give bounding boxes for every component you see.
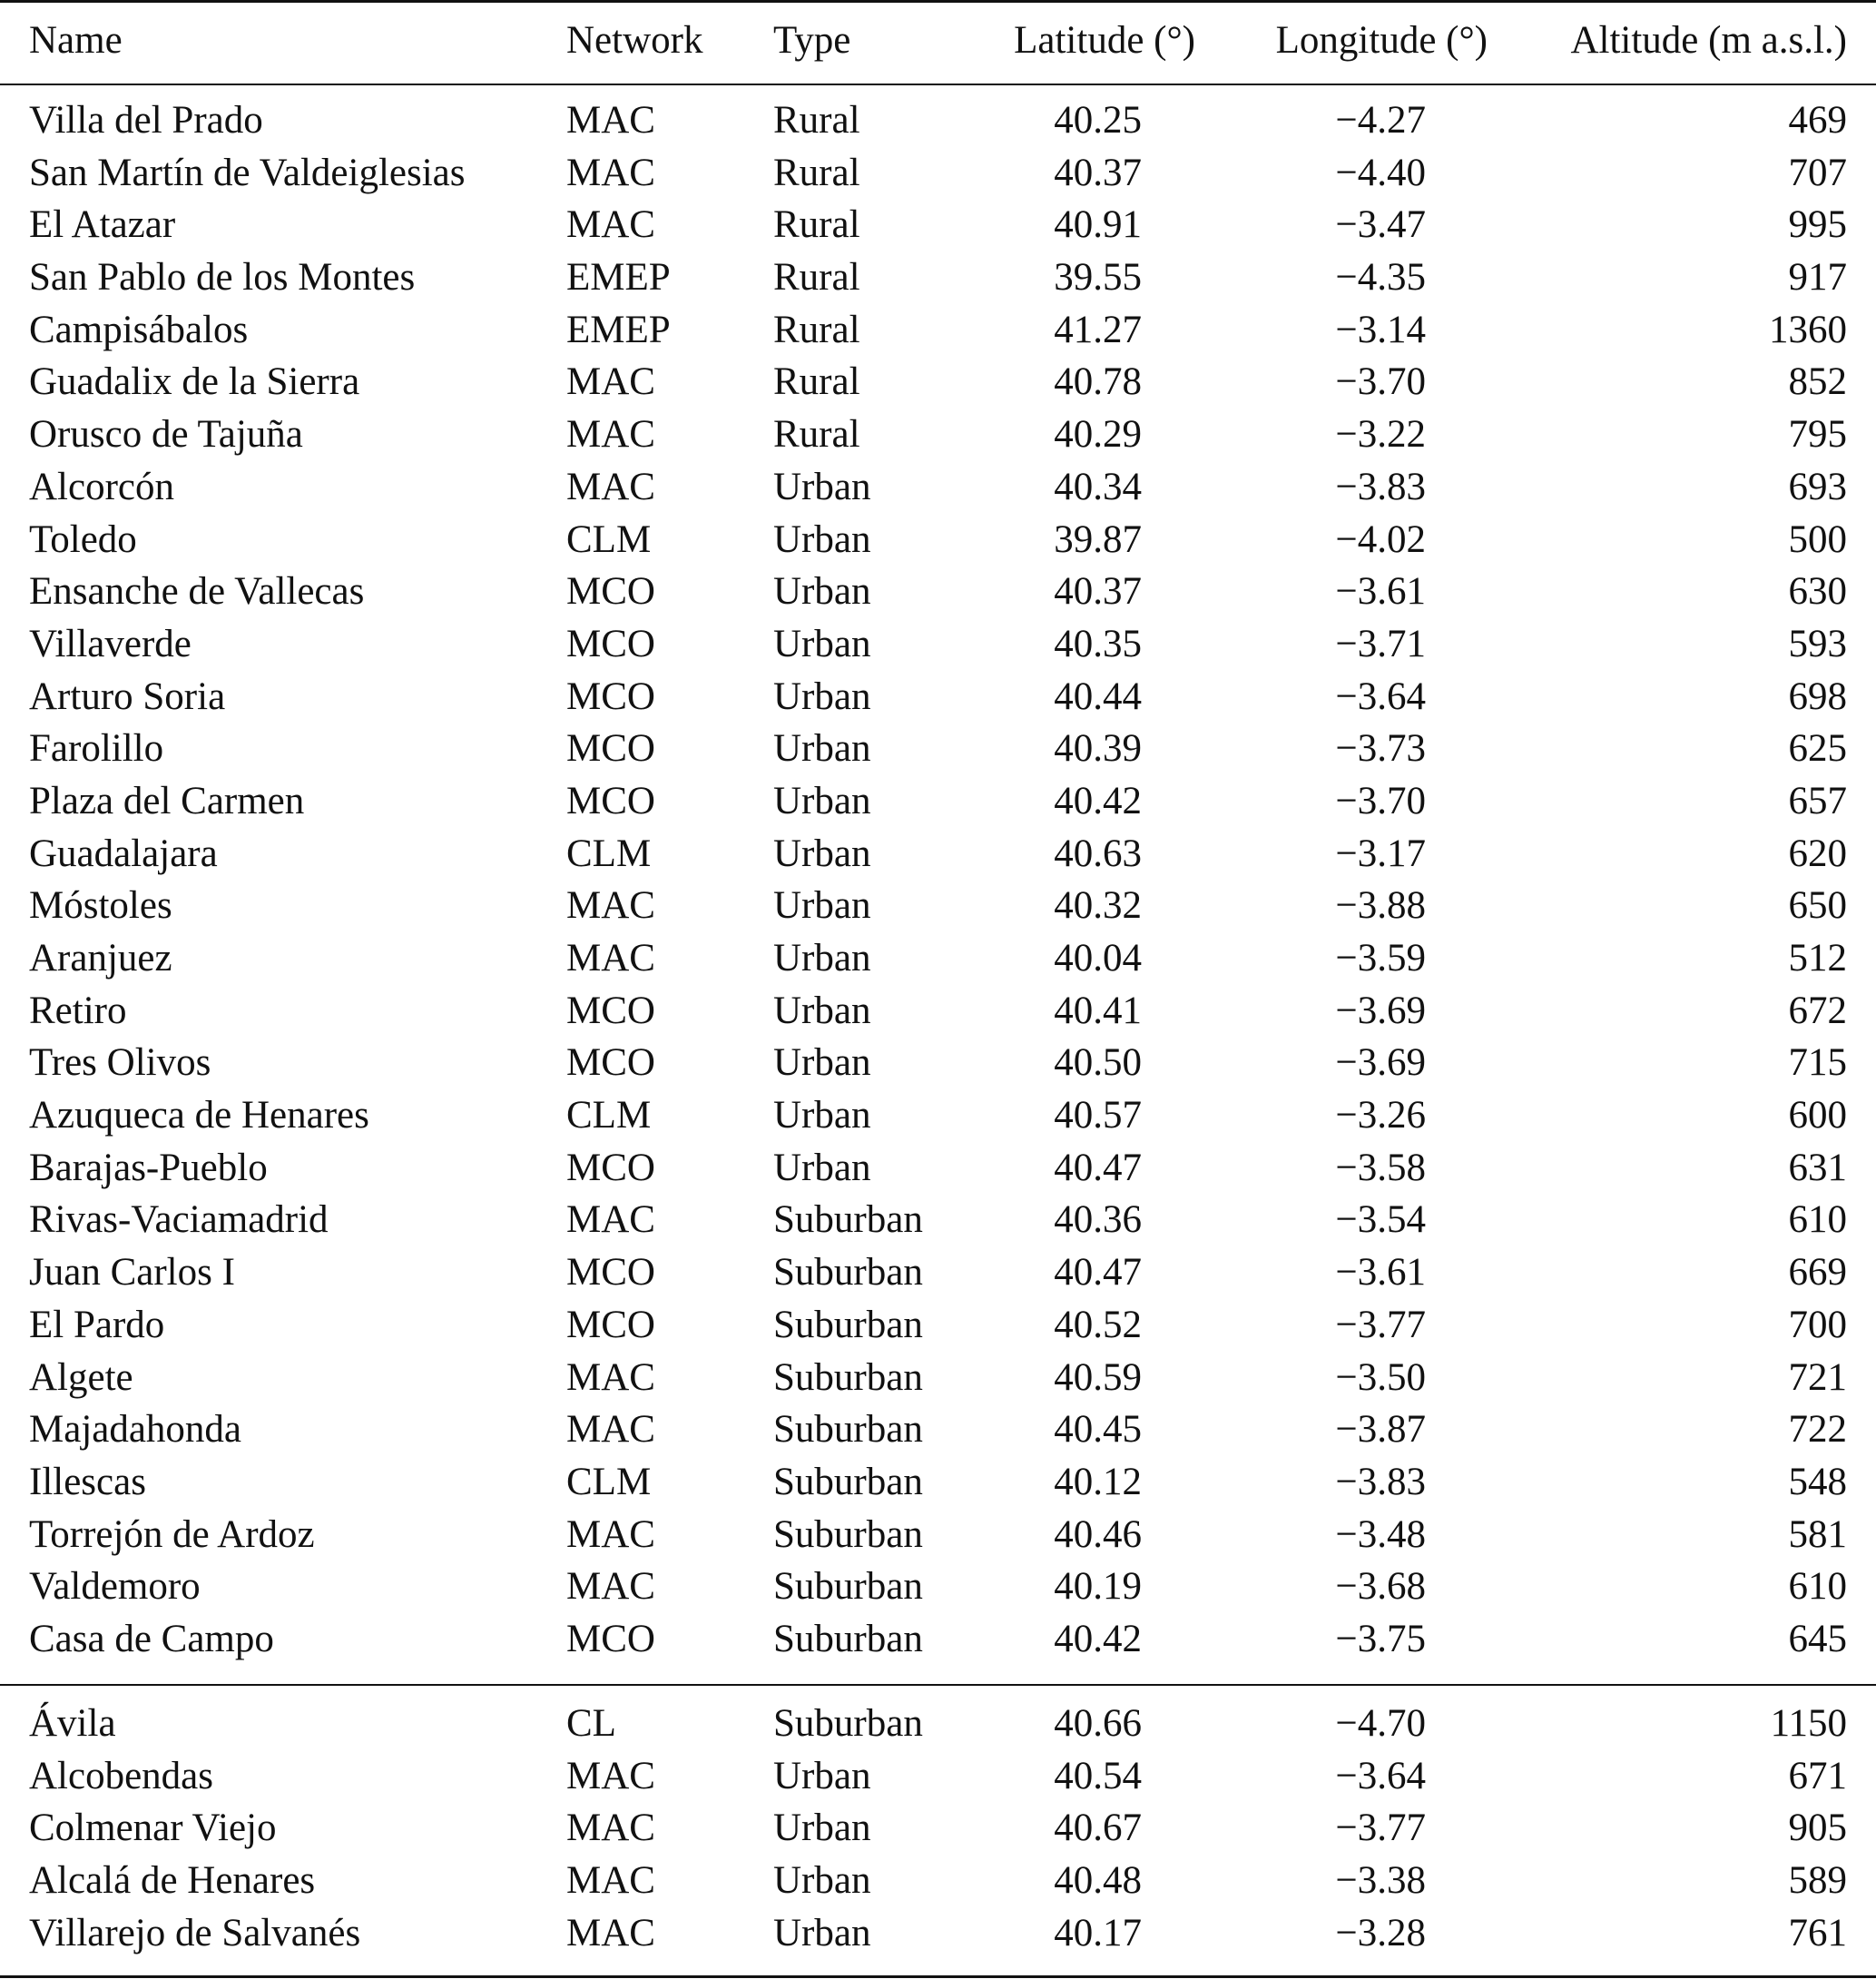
station-altitude: 721 [1788,1355,1847,1399]
station-network: MCO [566,989,655,1032]
station-latitude: 40.36 [1054,1198,1142,1242]
station-type: Urban [773,517,871,561]
station-network: MCO [566,1303,655,1346]
station-network: MAC [566,1859,655,1903]
station-type: Suburban [773,1251,923,1295]
station-latitude: 40.52 [1054,1303,1142,1346]
station-network: CLM [566,1460,652,1503]
station-type: Rural [773,308,860,351]
station-type: Rural [773,203,860,247]
header-altitude: Altitude (m a.s.l.) [1570,19,1847,62]
station-type: Urban [773,884,871,928]
top-rule [0,0,1876,3]
station-longitude: −3.68 [1335,1565,1426,1609]
station-latitude: 40.41 [1054,989,1142,1032]
table-row [0,1403,1876,1456]
station-name: San Martín de Valdeiglesias [29,151,466,194]
station-network: MAC [566,1754,655,1797]
station-longitude: −3.59 [1335,937,1426,980]
station-network: MCO [566,1617,655,1660]
table-row [0,1456,1876,1509]
table-row [0,566,1876,618]
station-type: Urban [773,779,871,822]
station-network: CLM [566,517,652,561]
table-row [0,1698,1876,1750]
station-name: San Pablo de los Montes [29,256,416,300]
station-name: Móstoles [29,884,172,928]
station-latitude: 40.50 [1054,1041,1142,1085]
station-altitude: 693 [1788,465,1847,508]
station-group-2 [0,1698,1876,1959]
station-altitude: 795 [1788,413,1847,457]
station-name: Villa del Prado [29,99,263,142]
station-altitude: 600 [1788,1094,1847,1137]
station-type: Suburban [773,1408,923,1452]
station-type: Rural [773,99,860,142]
station-latitude: 40.47 [1054,1146,1142,1189]
station-longitude: −3.26 [1335,1094,1426,1137]
table-row [0,1089,1876,1142]
station-altitude: 548 [1788,1460,1847,1503]
station-network: MAC [566,1565,655,1609]
station-latitude: 40.17 [1054,1911,1142,1954]
station-longitude: −3.50 [1335,1355,1426,1399]
station-longitude: −3.73 [1335,727,1426,771]
station-longitude: −3.38 [1335,1859,1426,1903]
station-latitude: 41.27 [1054,308,1142,351]
station-network: MAC [566,203,655,247]
station-group-1 [0,94,1876,1666]
station-name: Villarejo de Salvanés [29,1911,361,1954]
header-latitude: Latitude (°) [1014,19,1195,62]
station-latitude: 40.34 [1054,465,1142,508]
station-type: Urban [773,1041,871,1085]
station-type: Urban [773,937,871,980]
station-network: MAC [566,1807,655,1850]
station-altitude: 500 [1788,517,1847,561]
station-longitude: −3.71 [1335,622,1426,665]
station-latitude: 40.25 [1054,99,1142,142]
station-network: EMEP [566,256,671,300]
station-type: Rural [773,151,860,194]
station-latitude: 40.63 [1054,832,1142,875]
table-row [0,1194,1876,1246]
station-type: Urban [773,465,871,508]
station-altitude: 620 [1788,832,1847,875]
station-latitude: 40.45 [1054,1408,1142,1452]
station-longitude: −3.48 [1335,1512,1426,1556]
station-latitude: 40.54 [1054,1754,1142,1797]
table-row [0,199,1876,251]
station-longitude: −3.47 [1335,203,1426,247]
station-network: MCO [566,727,655,771]
station-type: Urban [773,622,871,665]
station-altitude: 917 [1788,256,1847,300]
station-network: MAC [566,937,655,980]
station-longitude: −4.27 [1335,99,1426,142]
station-longitude: −3.83 [1335,465,1426,508]
station-altitude: 700 [1788,1303,1847,1346]
station-longitude: −3.88 [1335,884,1426,928]
station-name: Ávila [29,1702,116,1745]
station-name: El Pardo [29,1303,165,1346]
station-latitude: 40.42 [1054,1617,1142,1660]
station-name: Plaza del Carmen [29,779,305,822]
station-longitude: −3.69 [1335,1041,1426,1085]
header-network: Network [566,19,703,62]
station-type: Urban [773,1754,871,1797]
station-latitude: 39.55 [1054,256,1142,300]
header-type: Type [773,19,851,62]
station-name: Tres Olivos [29,1041,211,1085]
station-altitude: 650 [1788,884,1847,928]
station-type: Urban [773,570,871,614]
station-longitude: −3.28 [1335,1911,1426,1954]
station-type: Urban [773,1807,871,1850]
station-altitude: 672 [1788,989,1847,1032]
table-row [0,461,1876,514]
station-type: Suburban [773,1460,923,1503]
station-longitude: −4.70 [1335,1702,1426,1745]
station-network: MAC [566,413,655,457]
station-network: MAC [566,465,655,508]
table-row [0,514,1876,566]
station-latitude: 40.78 [1054,360,1142,404]
station-latitude: 40.12 [1054,1460,1142,1503]
station-type: Suburban [773,1565,923,1609]
table-header-row [0,15,1876,67]
station-network: MCO [566,1041,655,1085]
station-longitude: −3.64 [1335,1754,1426,1797]
station-name: Torrejón de Ardoz [29,1512,315,1556]
station-type: Suburban [773,1355,923,1399]
station-network: MAC [566,1408,655,1452]
station-network: MCO [566,779,655,822]
station-altitude: 625 [1788,727,1847,771]
station-longitude: −3.87 [1335,1408,1426,1452]
station-latitude: 40.48 [1054,1859,1142,1903]
station-altitude: 610 [1788,1565,1847,1609]
station-altitude: 669 [1788,1251,1847,1295]
station-name: Retiro [29,989,127,1032]
station-name: Barajas-Pueblo [29,1146,268,1189]
station-longitude: −4.40 [1335,151,1426,194]
station-latitude: 40.42 [1054,779,1142,822]
station-type: Rural [773,256,860,300]
table-row [0,671,1876,724]
station-name: Azuqueca de Henares [29,1094,369,1137]
header-longitude: Longitude (°) [1275,19,1488,62]
station-latitude: 39.87 [1054,517,1142,561]
table-row [0,1561,1876,1613]
table-row [0,618,1876,671]
station-type: Urban [773,832,871,875]
station-longitude: −3.77 [1335,1303,1426,1346]
table-row [0,1246,1876,1299]
station-altitude: 761 [1788,1911,1847,1954]
station-altitude: 1360 [1769,308,1847,351]
station-type: Suburban [773,1512,923,1556]
station-name: Alcobendas [29,1754,213,1797]
station-longitude: −4.02 [1335,517,1426,561]
station-latitude: 40.59 [1054,1355,1142,1399]
station-type: Urban [773,727,871,771]
bottom-rule [0,1975,1876,1978]
station-type: Urban [773,1911,871,1954]
station-longitude: −3.17 [1335,832,1426,875]
station-altitude: 630 [1788,570,1847,614]
station-name: Guadalix de la Sierra [29,360,360,404]
station-altitude: 589 [1788,1859,1847,1903]
table-row [0,147,1876,200]
station-network: CLM [566,832,652,875]
station-network: MAC [566,99,655,142]
station-longitude: −3.54 [1335,1198,1426,1242]
station-longitude: −3.70 [1335,779,1426,822]
station-name: El Atazar [29,203,176,247]
header-rule [0,84,1876,85]
station-altitude: 722 [1788,1408,1847,1452]
station-longitude: −3.22 [1335,413,1426,457]
station-altitude: 657 [1788,779,1847,822]
station-latitude: 40.04 [1054,937,1142,980]
station-longitude: −3.58 [1335,1146,1426,1189]
station-longitude: −3.61 [1335,570,1426,614]
station-network: CLM [566,1094,652,1137]
station-name: Farolillo [29,727,164,771]
table-row [0,1907,1876,1960]
station-longitude: −3.77 [1335,1807,1426,1850]
station-latitude: 40.39 [1054,727,1142,771]
table-row [0,775,1876,828]
table-row [0,409,1876,461]
station-network: MAC [566,151,655,194]
station-type: Urban [773,989,871,1032]
station-type: Suburban [773,1303,923,1346]
station-longitude: −4.35 [1335,256,1426,300]
station-altitude: 610 [1788,1198,1847,1242]
station-name: Majadahonda [29,1408,242,1452]
station-latitude: 40.37 [1054,570,1142,614]
station-latitude: 40.32 [1054,884,1142,928]
group-separator-rule [0,1684,1876,1686]
station-latitude: 40.44 [1054,674,1142,718]
table-row [0,880,1876,932]
station-type: Rural [773,413,860,457]
station-type: Suburban [773,1198,923,1242]
station-longitude: −3.14 [1335,308,1426,351]
station-altitude: 645 [1788,1617,1847,1660]
station-name: Rivas-Vaciamadrid [29,1198,329,1242]
table-row [0,1509,1876,1561]
station-network: MCO [566,1251,655,1295]
station-latitude: 40.91 [1054,203,1142,247]
station-network: MAC [566,1198,655,1242]
station-network: MCO [566,674,655,718]
station-name: Colmenar Viejo [29,1807,277,1850]
station-name: Ensanche de Vallecas [29,570,365,614]
station-name: Orusco de Tajuña [29,413,303,457]
table-row [0,985,1876,1038]
station-type: Urban [773,1146,871,1189]
station-name: Guadalajara [29,832,218,875]
station-network: MCO [566,622,655,665]
station-altitude: 715 [1788,1041,1847,1085]
station-altitude: 593 [1788,622,1847,665]
table-row [0,1352,1876,1404]
station-longitude: −3.83 [1335,1460,1426,1503]
station-latitude: 40.66 [1054,1702,1142,1745]
station-name: Illescas [29,1460,146,1503]
station-altitude: 905 [1788,1807,1847,1850]
station-altitude: 698 [1788,674,1847,718]
table-row [0,1299,1876,1352]
table-row [0,723,1876,775]
station-altitude: 707 [1788,151,1847,194]
table-row [0,1613,1876,1666]
station-altitude: 512 [1788,937,1847,980]
station-latitude: 40.47 [1054,1251,1142,1295]
station-type: Urban [773,1094,871,1137]
station-longitude: −3.69 [1335,989,1426,1032]
station-longitude: −3.70 [1335,360,1426,404]
station-type: Urban [773,1859,871,1903]
station-network: MAC [566,1911,655,1954]
station-type: Rural [773,360,860,404]
station-latitude: 40.67 [1054,1807,1142,1850]
table-row [0,828,1876,881]
station-longitude: −3.64 [1335,674,1426,718]
station-network: MAC [566,1355,655,1399]
station-type: Suburban [773,1617,923,1660]
station-type: Urban [773,674,871,718]
station-network: CL [566,1702,616,1745]
station-name: Alcorcón [29,465,174,508]
station-name: Casa de Campo [29,1617,274,1660]
station-altitude: 671 [1788,1754,1847,1797]
station-latitude: 40.19 [1054,1565,1142,1609]
station-longitude: −3.75 [1335,1617,1426,1660]
table-row [0,251,1876,304]
table-row [0,1037,1876,1089]
station-altitude: 1150 [1770,1702,1847,1745]
station-network: MCO [566,570,655,614]
station-name: Villaverde [29,622,192,665]
station-longitude: −3.61 [1335,1251,1426,1295]
table-row [0,1855,1876,1907]
station-altitude: 631 [1788,1146,1847,1189]
station-name: Arturo Soria [29,674,226,718]
station-name: Valdemoro [29,1565,201,1609]
station-name: Toledo [29,517,137,561]
table-row [0,1142,1876,1195]
table-row [0,1802,1876,1855]
station-latitude: 40.29 [1054,413,1142,457]
station-latitude: 40.57 [1054,1094,1142,1137]
station-network: MAC [566,884,655,928]
station-latitude: 40.35 [1054,622,1142,665]
station-altitude: 995 [1788,203,1847,247]
station-name: Algete [29,1355,133,1399]
station-name: Campisábalos [29,308,249,351]
station-name: Alcalá de Henares [29,1859,316,1903]
station-type: Suburban [773,1702,923,1745]
station-network: MCO [566,1146,655,1189]
station-network: MAC [566,1512,655,1556]
station-name: Aranjuez [29,937,172,980]
table-row [0,1750,1876,1803]
station-network: MAC [566,360,655,404]
station-latitude: 40.37 [1054,151,1142,194]
table-row [0,94,1876,147]
table-row [0,932,1876,985]
station-altitude: 581 [1788,1512,1847,1556]
table-row [0,304,1876,357]
station-altitude: 469 [1788,99,1847,142]
station-network: EMEP [566,308,671,351]
table-row [0,356,1876,409]
station-name: Juan Carlos I [29,1251,235,1295]
header-name: Name [29,19,123,62]
station-latitude: 40.46 [1054,1512,1142,1556]
station-altitude: 852 [1788,360,1847,404]
